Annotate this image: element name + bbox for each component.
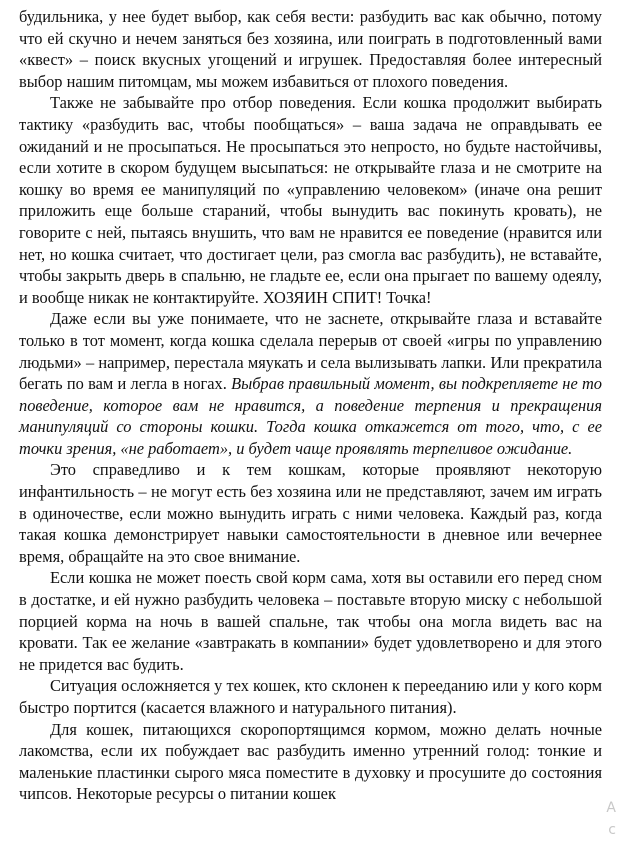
edge-glyph-a: A <box>606 800 616 816</box>
paragraph-1: Также не забывайте про отбор поведения. Если кошка продолжит выбирать тактику «разбудить вас, чтобы пообщаться» – ваша задача не оправдывать ее ожиданий и не просыпаться. Не просыпаться это непросто, но будьте настойчивы, если хотите в скором будущем высыпаться: не открывайте глаза и не смотрите на кошку во время ее манипуляций по «управлению человеком» (иначе она решит приложить еще больше стараний, чтобы вынудить вас покинуть кровать), не говорите с ней, пытаясь внушить, что вам не нравится ее поведение (нравится или нет, но кошка считает, что достигает цели, раз смогла вас разбудить), не вставайте, чтобы закрыть дверь в спальню, не гладьте ее, если она прыгает по вашему одеялу, и вообще никак не контактируйте. ХОЗЯИН СПИТ! Точка! <box>19 93 602 307</box>
paragraph-2-italic: Выбрав правильный момент, вы подкрепляете не то поведение, которое вам не нравится, а поведение терпения и прекращения манипуляций со стороны кошки. Тогда кошка откажется от того, что, с ее точки зрения, «не работает», и будет чаще проявлять терпеливое ожидание. <box>19 374 602 458</box>
paragraph-6: Для кошек, питающихся скоропортящимся кормом, можно делать ночные лакомства, если их побуждает вас разбудить именно утренний голод: тонкие и маленькие пластинки сырого мяса поместите в духовку и просушите до состояния чипсов. Некоторые ресурсы о питании кошек <box>19 719 602 804</box>
paragraph-5: Ситуация осложняется у тех кошек, кто склонен к перееданию или у кого корм быстро портится (касается влажного и натурального питания). <box>19 676 602 717</box>
paragraph-4: Если кошка не может поесть свой корм сама, хотя вы оставили его перед сном в достатке, и ей нужно разбудить человека – поставьте вторую миску с небольшой порцией корма на ночь в вашей спальне, так чтобы она могла видеть вас на кровати. Так ее желание «завтракать в компании» будет удовлетворено и для этого не придется вас будить. <box>19 568 602 674</box>
paragraph-0: будильника, у нее будет выбор, как себя вести: разбудить вас как обычно, потому что ей скучно и нечем заняться без хозяина, или поиграть в подготовленный вами «квест» – поиск вкусных угощений и игрушек. Предоставляя более интересный выбор нашим питомцам, мы можем избавиться от плохого поведения. <box>19 7 602 91</box>
paragraph-2-regular: Даже если вы уже понимаете, что не заснете, открывайте глаза и вставайте только в тот момент, когда кошка сделала перерыв от своей «игры по управлению людьми» – например, перестала мяукать и села вылизывать лапки. Или прекратила бегать по вам и легла в ногах. <box>19 309 602 394</box>
paragraph-2 <box>19 308 602 459</box>
document-page <box>19 6 602 805</box>
edge-glyph-c: c <box>608 822 616 838</box>
paragraph-3: Это справедливо и к тем кошкам, которые проявляют некоторую инфантильность – не могут есть без хозяина или не представляют, зачем им играть в одиночестве, если можно вынудить играть с ними человека. Каждый раз, когда такая кошка демонстрирует навыки самостоятельности в дневное или вечернее время, обращайте на это свое внимание. <box>19 460 602 566</box>
